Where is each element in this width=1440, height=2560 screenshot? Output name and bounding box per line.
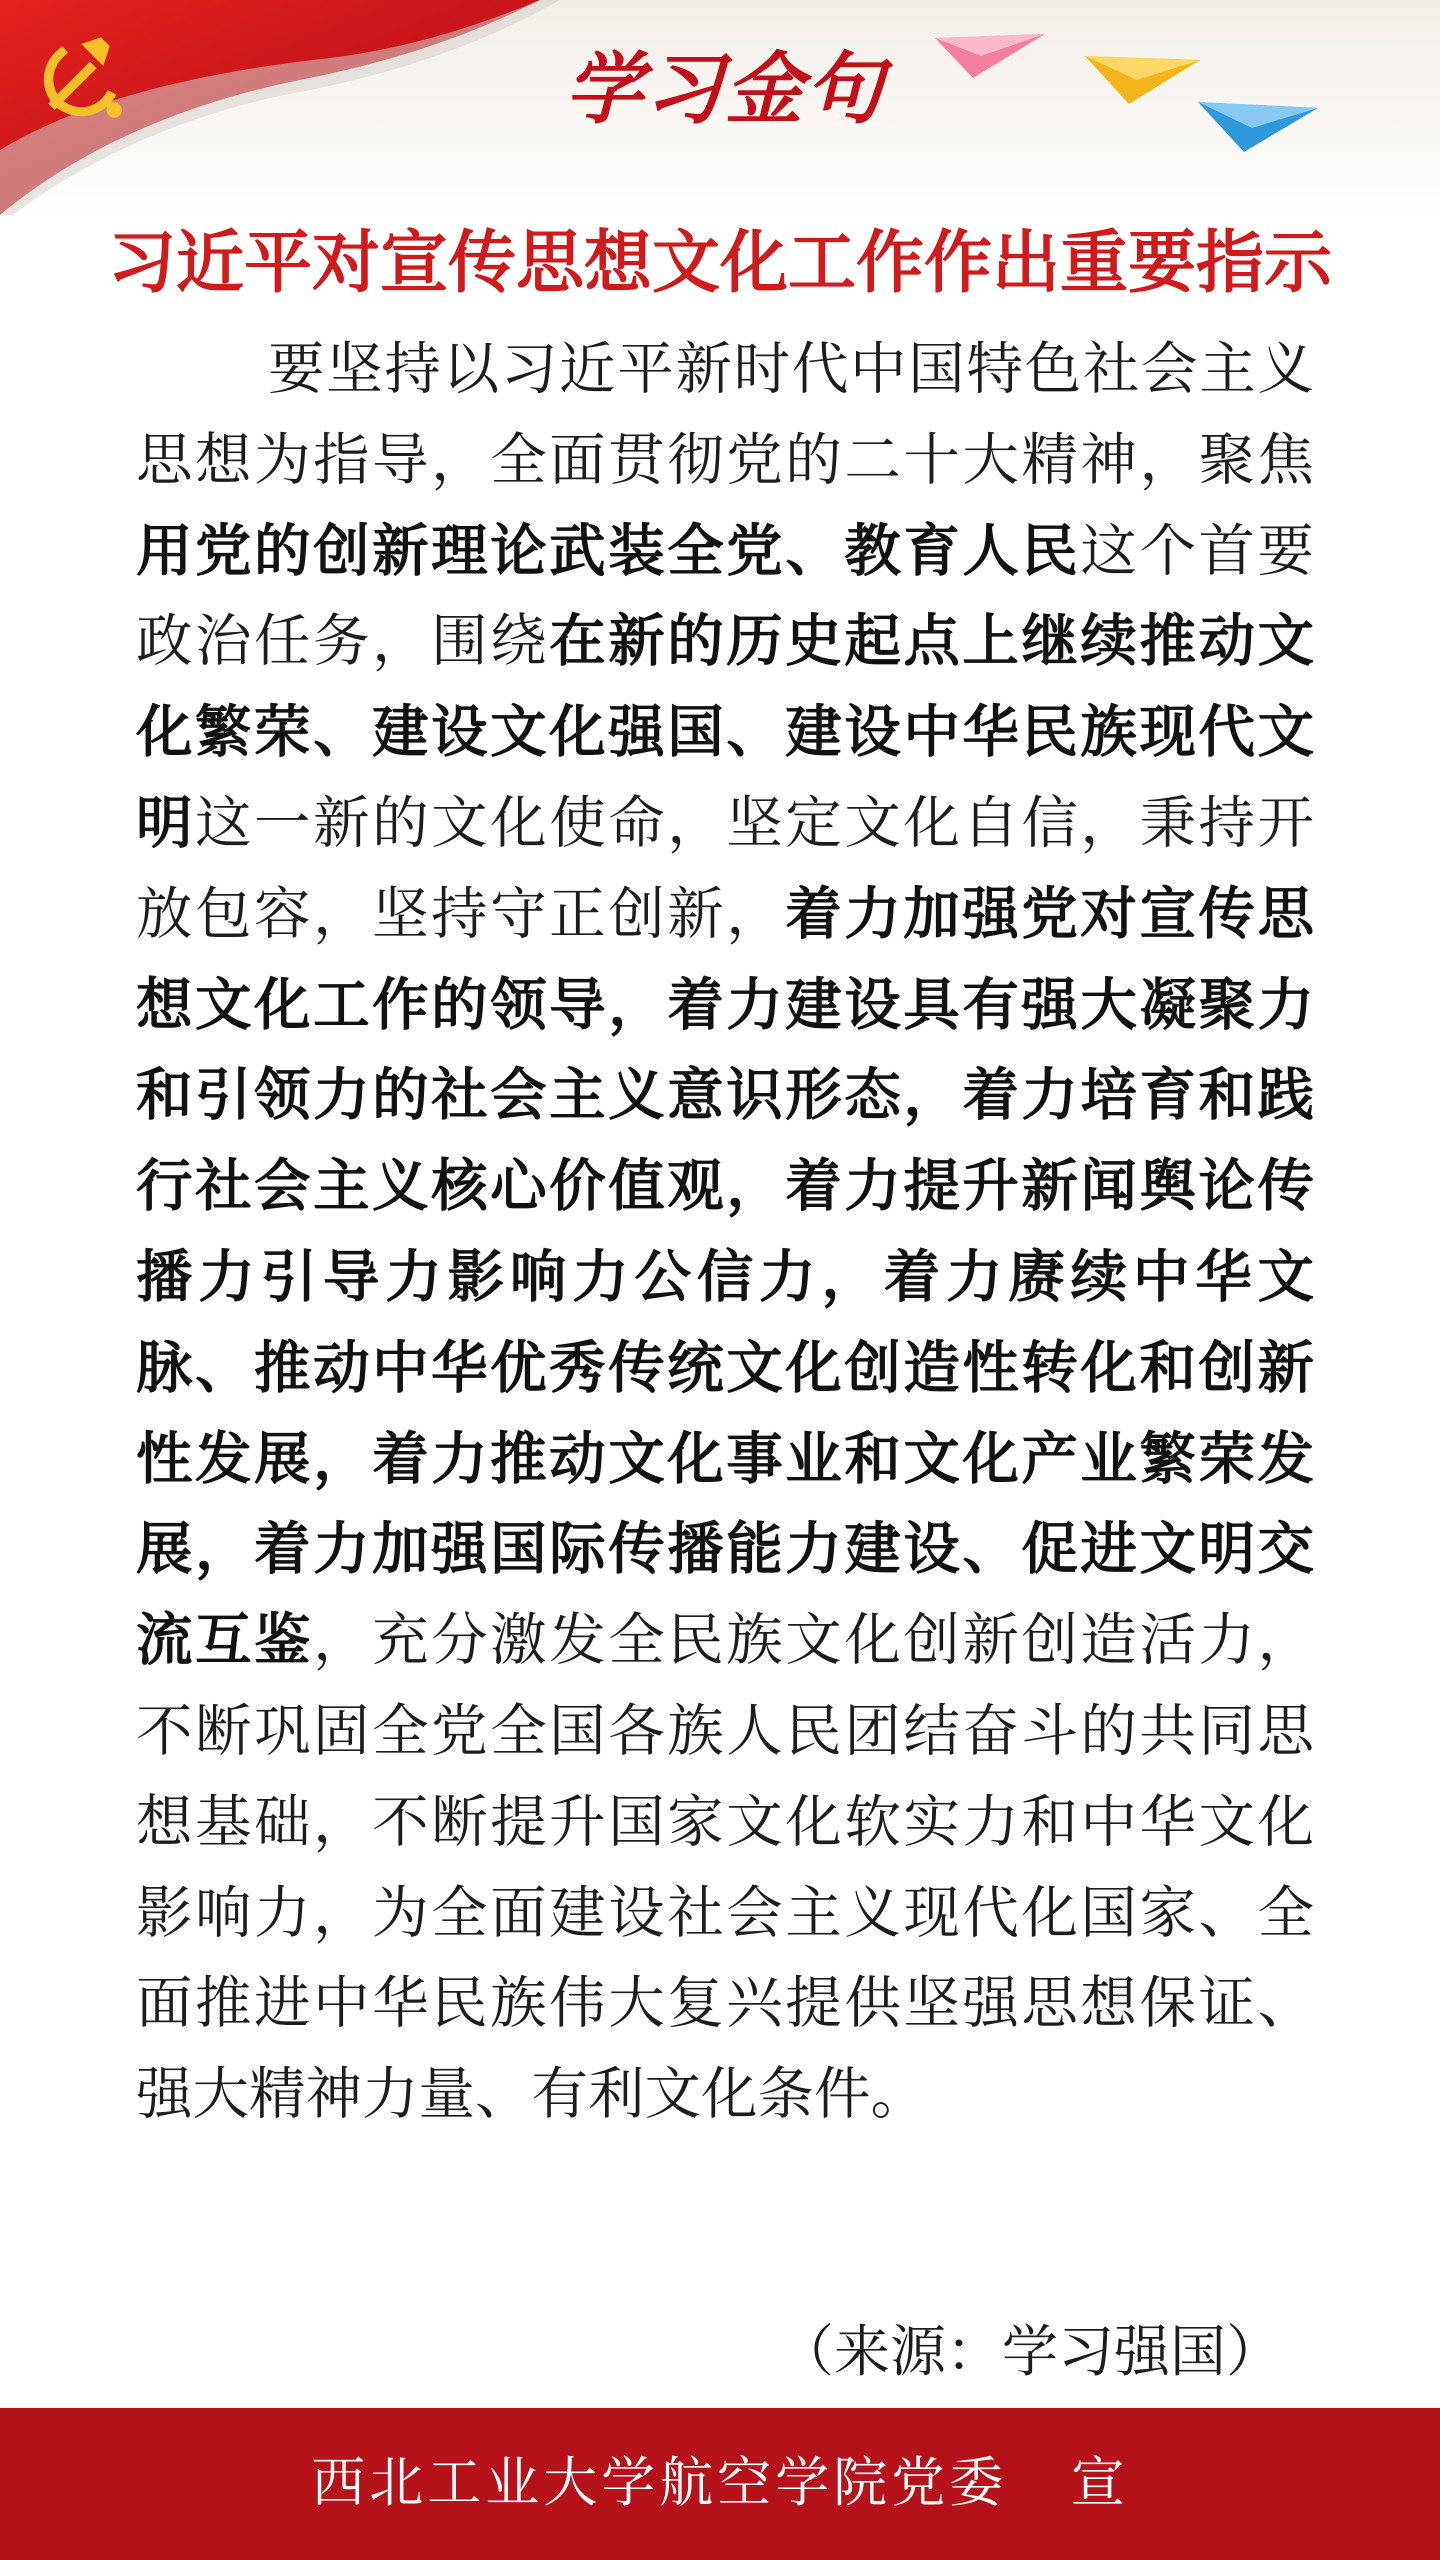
banner-header [0,0,1440,215]
article-bold-segment: 着力加强党对宣传思想文化工作的领导，着力建设具有强大凝聚力和引领力的社会主义意识形态，着力培育和践行社会主义核心价值观，着力提升新闻舆论传播力引导力影响力公信力，着力赓续中华文脉、推动中华优秀传统文化创造性转化和创新性发展，着力推动文化事业和文化产业繁荣发展，着力加强国际传播能力建设、促进文明交流互鉴 [136,881,1315,1674]
article-text-segment: 要坚持以习近平新时代中国特色社会主义思想为指导，全面贯彻党的二十大精神，聚焦 [136,337,1314,493]
banner-title: 学习金句 [564,44,885,135]
party-emblem-icon [24,22,134,132]
paper-plane-blue-icon [1198,96,1318,154]
article-text-segment: 这一新的文化使命，坚定文化自信，秉持开放包容，坚持守正创新， [136,790,1315,947]
footer-bar [0,2408,1440,2560]
article-bold-segment: 用党的创新理论武装全党、教育人民 [136,518,1081,584]
headline: 习近平对宣传思想文化工作作出重要指示 [107,223,1332,303]
paper-plane-pink-icon [935,30,1045,80]
article-body [136,325,1314,2141]
source-attribution: （来源：学习强国） [778,2320,1282,2385]
paper-plane-yellow-icon [1085,50,1200,105]
article-text-segment: 这个首要政治任务，围绕 [136,518,1315,675]
footer-text: 西北工业大学航空学院党委 宣 [311,2451,1129,2514]
article-bold-segment: 在新的历史起点上继续推动文化繁荣、建设文化强国、建设中华民族现代文明 [136,609,1315,856]
article-text-segment: ，充分激发全民族文化创新创造活力，不断巩固全党全国各族人民团结奋斗的共同思想基础，不断提升国家文化软实力和中华文化影响力，为全面建设社会主义现代化国家、全面推进中华民族伟大复兴提供坚强思想保证、强大精神力量、有利文化条件。 [136,1608,1315,2128]
